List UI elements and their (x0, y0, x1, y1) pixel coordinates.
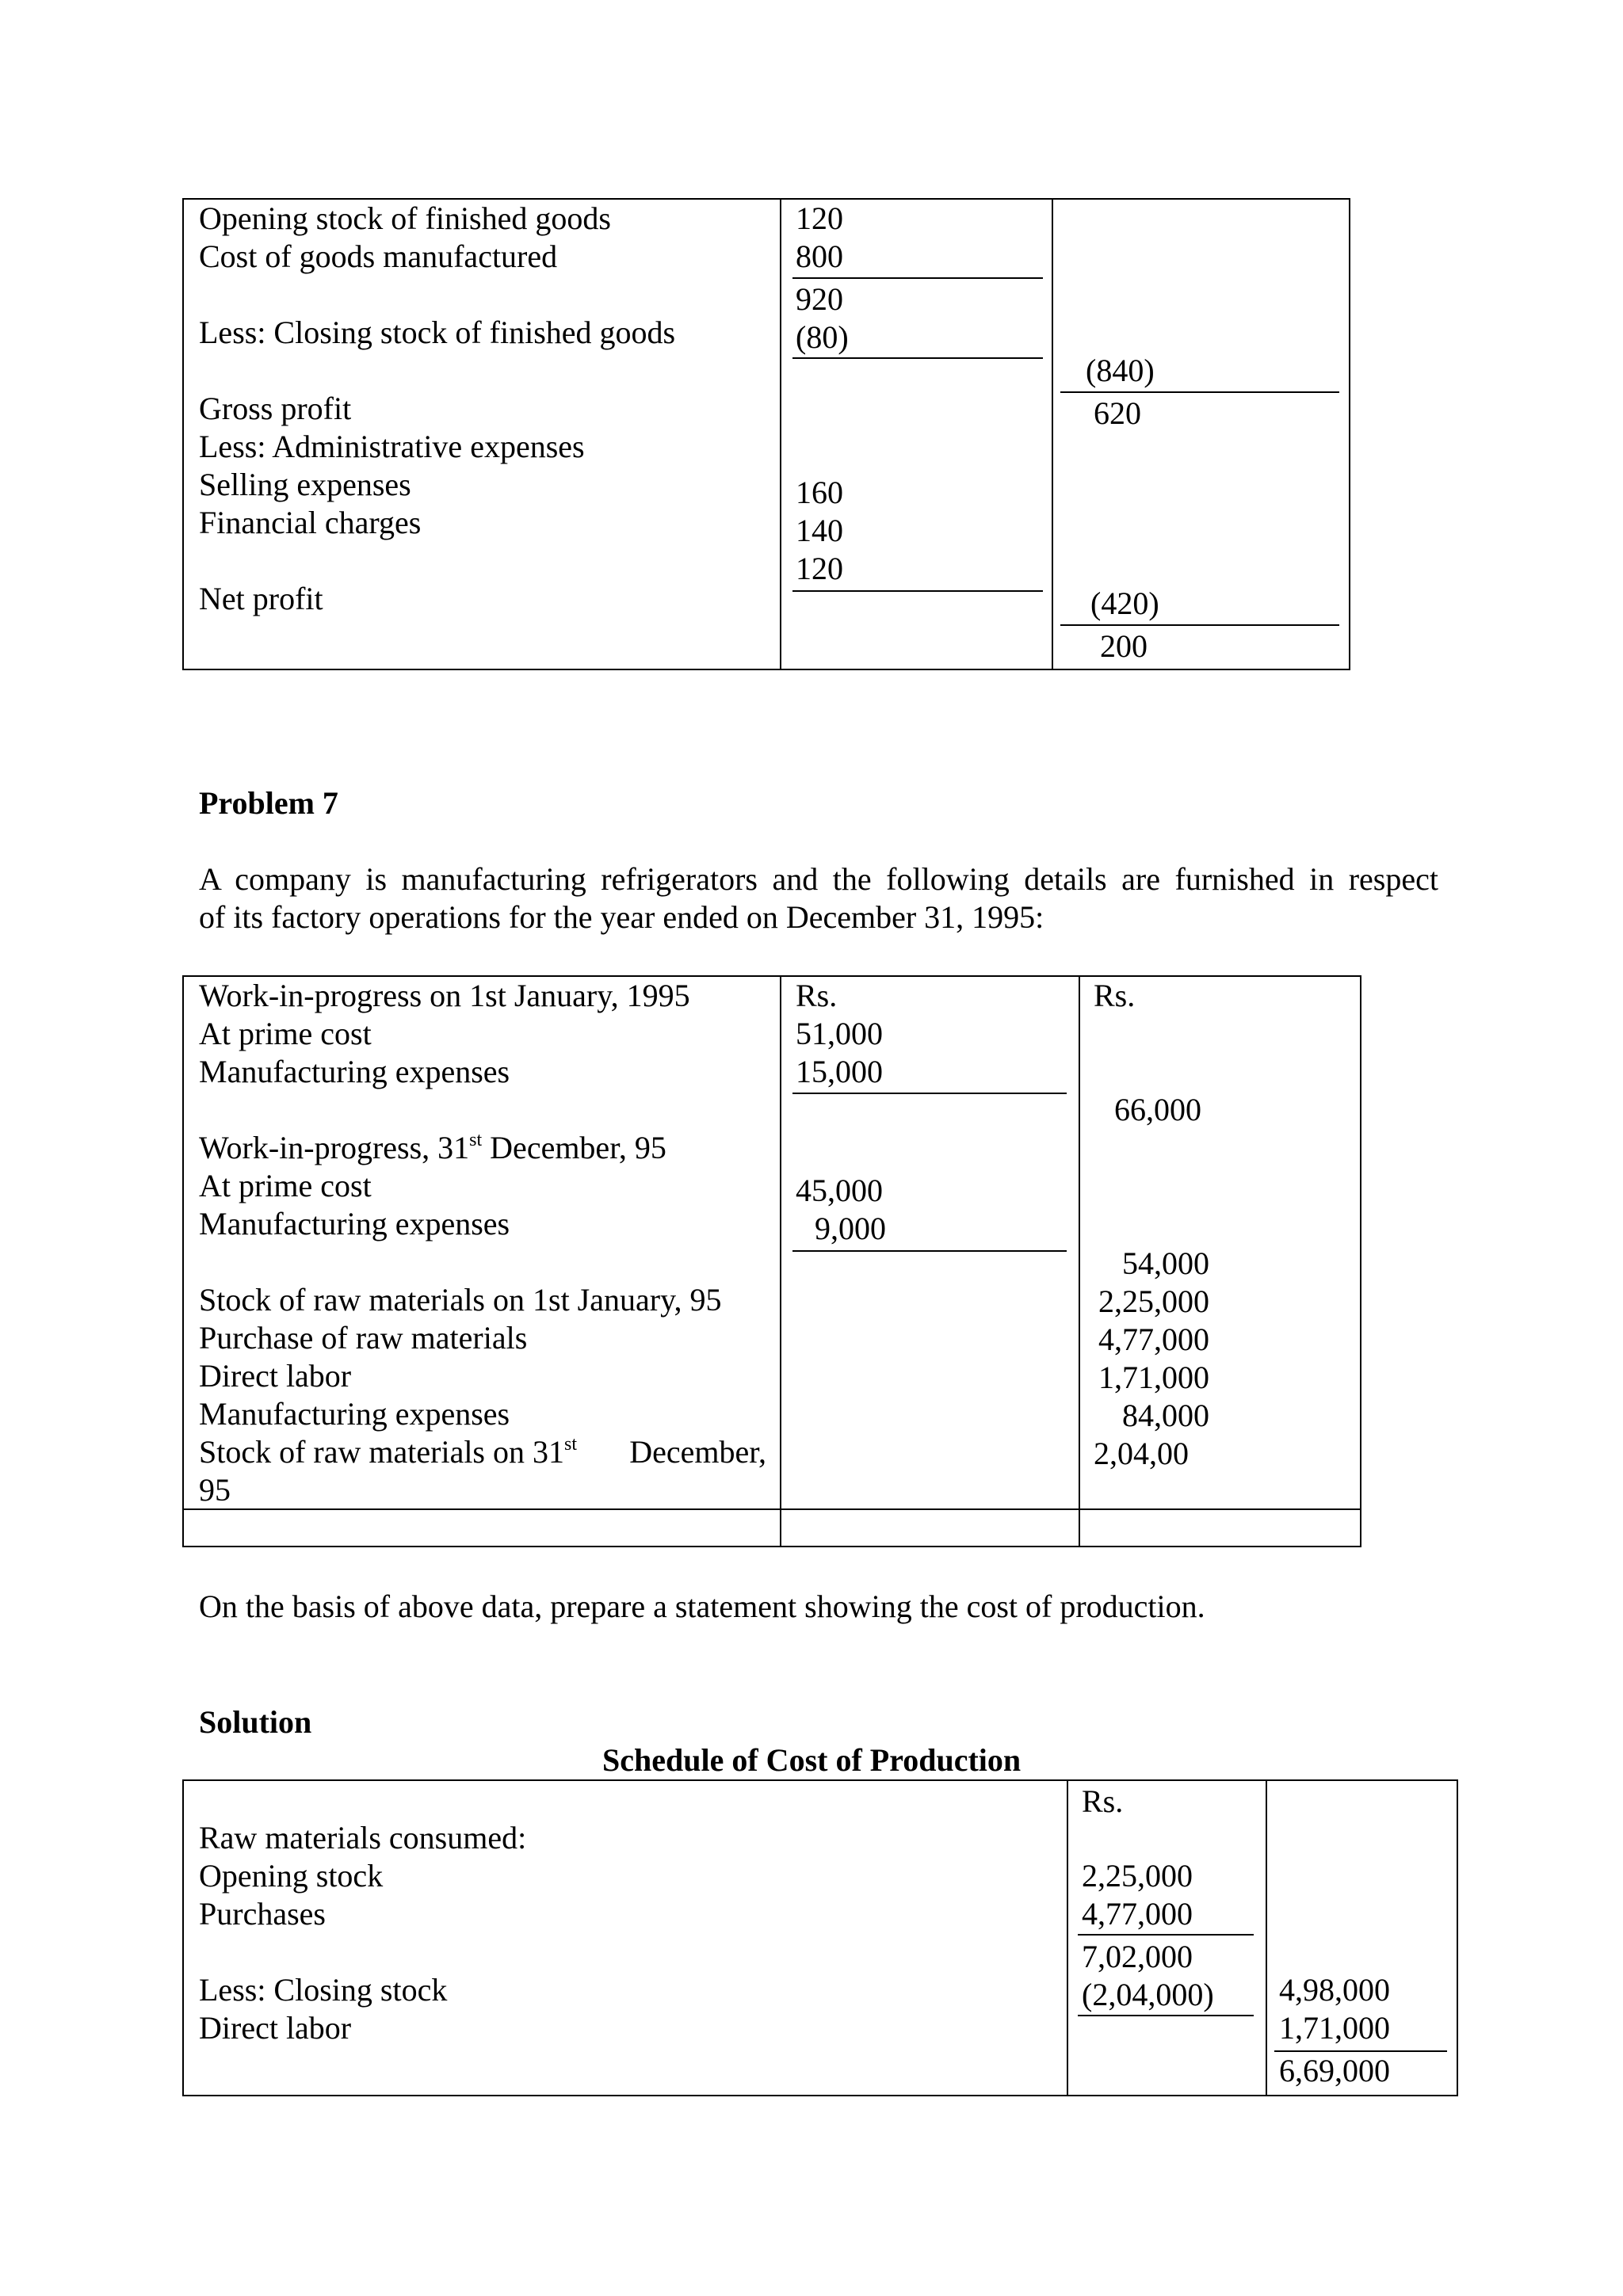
t2-label-rm-close-line2: 95 (199, 1472, 231, 1508)
s-label-opening-stock: Opening stock (199, 1858, 384, 1894)
t2-label-rm-close: Stock of raw materials on 31st December, (199, 1433, 766, 1470)
solution-heading: Solution (199, 1704, 312, 1740)
t2-label-wip-open: Work-in-progress on 1st January, 1995 (199, 978, 690, 1013)
t1-val-120: 120 (796, 200, 843, 236)
t2-val-51000: 51,000 (796, 1016, 883, 1051)
t1-val-120b: 120 (796, 551, 843, 586)
s-val-477000: 4,77,000 (1082, 1896, 1193, 1932)
table1-divider-2 (1052, 198, 1053, 670)
t2-label-mfg-exp-3: Manufacturing expenses (199, 1396, 510, 1432)
t1-label-cogm: Cost of goods manufactured (199, 238, 558, 274)
t2-val-45000: 45,000 (796, 1173, 883, 1208)
s-label-direct-labor: Direct labor (199, 2010, 352, 2046)
t2-label-purchase: Purchase of raw materials (199, 1320, 528, 1356)
table2-divider-1 (780, 975, 781, 1547)
t2-label-prime-cost-1: At prime cost (199, 1016, 372, 1051)
t1-label-financial-charges: Financial charges (199, 505, 422, 540)
s-val-702000: 7,02,000 (1082, 1939, 1193, 1974)
s-label-raw-materials: Raw materials consumed: (199, 1820, 527, 1855)
t2-val-84000: 84,000 (1122, 1398, 1209, 1433)
s-val-498000: 4,98,000 (1279, 1972, 1390, 2008)
t2-label-wip-close: Work-in-progress, 31st December, 95 (199, 1129, 666, 1165)
t1-val-840: (840) (1086, 353, 1155, 388)
t2-label-prime-cost-2: At prime cost (199, 1168, 372, 1203)
schedule-divider-2 (1266, 1779, 1267, 2096)
t2-label-mfg-exp-1: Manufacturing expenses (199, 1054, 510, 1089)
t1-rule-5 (1060, 624, 1339, 626)
t2-label-mfg-exp-2: Manufacturing expenses (199, 1206, 510, 1241)
t1-label-opening-stock: Opening stock of finished goods (199, 200, 611, 236)
t1-val-420: (420) (1090, 585, 1159, 621)
t1-val-160: 160 (796, 475, 843, 510)
problem-7-para-line2: of its factory operations for the year ended on December 31, 1995: (199, 899, 1044, 935)
t1-val-620: 620 (1094, 395, 1141, 431)
t2-val-20400: 2,04,00 (1094, 1436, 1189, 1471)
t1-val-200: 200 (1100, 628, 1148, 664)
s-val-225000: 2,25,000 (1082, 1858, 1193, 1894)
t2-val-9000: 9,000 (815, 1211, 886, 1246)
t2-val-225000: 2,25,000 (1098, 1283, 1209, 1319)
t2-rule-1 (792, 1093, 1067, 1094)
t1-label-selling-exp: Selling expenses (199, 467, 411, 502)
table2-bottom-row-rule (182, 1508, 1361, 1510)
t1-rule-1 (792, 277, 1043, 279)
s-val-171000: 1,71,000 (1279, 2010, 1390, 2046)
s-val-669000: 6,69,000 (1279, 2053, 1390, 2088)
t2-col2-head: Rs. (796, 978, 838, 1013)
t1-rule-3 (792, 590, 1043, 592)
t2-val-66000: 66,000 (1114, 1092, 1201, 1127)
t2-label-direct-labor: Direct labor (199, 1358, 352, 1394)
t1-val-140: 140 (796, 513, 843, 548)
t1-label-closing-stock: Less: Closing stock of finished goods (199, 315, 676, 350)
t1-label-gross-profit: Gross profit (199, 391, 352, 426)
t2-val-171000: 1,71,000 (1098, 1360, 1209, 1395)
t2-rule-2 (792, 1250, 1067, 1252)
table1-divider-1 (780, 198, 781, 670)
s-label-purchases: Purchases (199, 1896, 326, 1932)
problem-7-para-line1: A company is manufacturing refrigerators and the following details are furnished in respect (199, 861, 1438, 897)
problem-7-heading: Problem 7 (199, 785, 338, 821)
s-label-closing-stock: Less: Closing stock (199, 1972, 448, 2008)
t1-rule-4 (1060, 391, 1339, 393)
t1-label-admin-exp: Less: Administrative expenses (199, 429, 585, 464)
t1-val-80: (80) (796, 319, 849, 355)
t2-val-477000: 4,77,000 (1098, 1322, 1209, 1357)
instruction-text: On the basis of above data, prepare a statement showing the cost of production. (199, 1589, 1205, 1624)
schedule-divider-1 (1067, 1779, 1068, 2096)
t1-val-800: 800 (796, 238, 843, 274)
t2-col3-head: Rs. (1094, 978, 1136, 1013)
t1-label-net-profit: Net profit (199, 581, 323, 616)
t2-val-54000: 54,000 (1122, 1245, 1209, 1281)
schedule-title: Schedule of Cost of Production (602, 1742, 1022, 1778)
s-rule-1 (1078, 1934, 1254, 1936)
s-rule-2 (1078, 2015, 1254, 2016)
table2-divider-2 (1079, 975, 1080, 1547)
t1-val-920: 920 (796, 281, 843, 317)
t2-label-rm-open: Stock of raw materials on 1st January, 95 (199, 1282, 722, 1318)
s-val-204000: (2,04,000) (1082, 1977, 1214, 2012)
t1-rule-2 (792, 357, 1043, 359)
s-col2-head: Rs. (1082, 1783, 1124, 1819)
t2-val-15000: 15,000 (796, 1054, 883, 1089)
